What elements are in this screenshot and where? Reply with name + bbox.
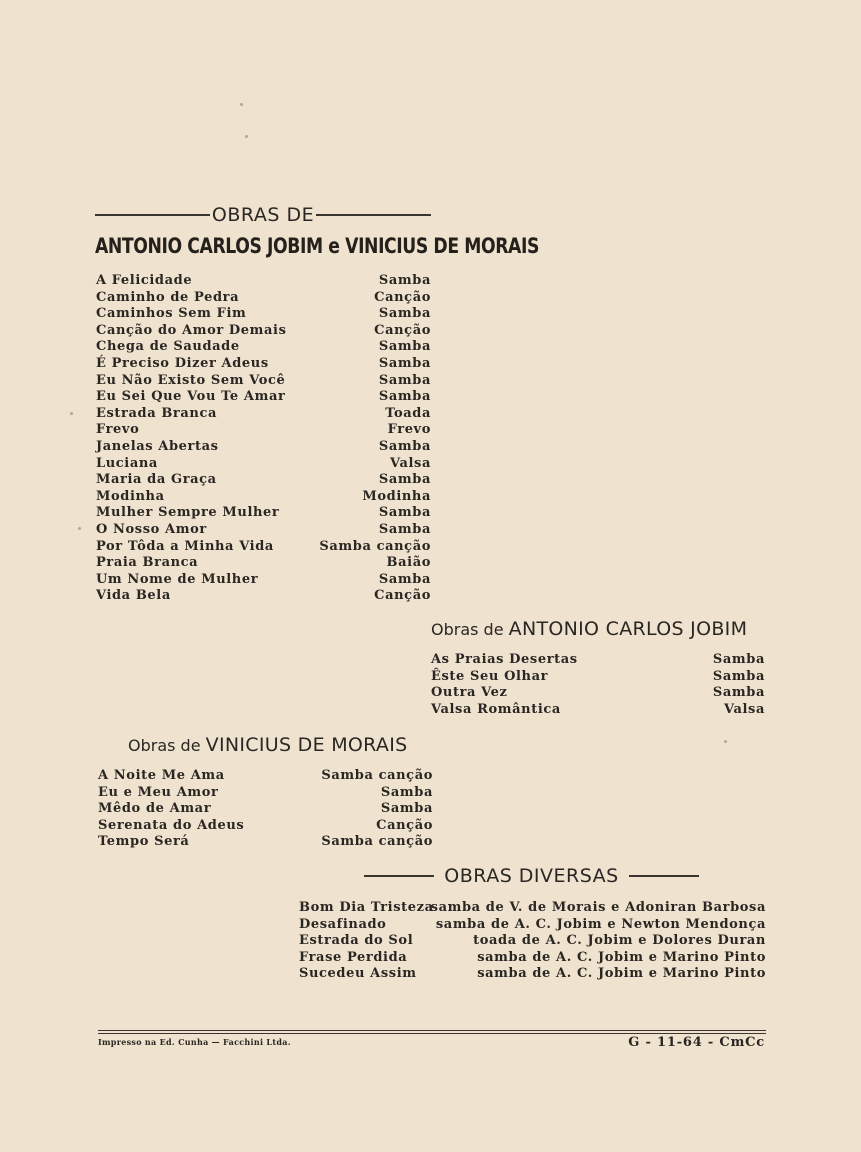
work-genre: Valsa <box>390 455 431 471</box>
work-row <box>96 439 431 456</box>
work-row <box>299 917 766 934</box>
work-title: Eu e Meu Amor <box>98 784 219 800</box>
work-title: Por Tôda a Minha Vida <box>96 538 274 554</box>
paper-speck <box>70 412 73 415</box>
work-title: Tempo Será <box>98 834 190 850</box>
work-credit: samba de V. de Morais e Adoniran Barbosa <box>430 900 766 915</box>
work-credit: samba de A. C. Jobim e Marino Pinto <box>477 966 766 982</box>
work-genre: Samba <box>378 273 431 288</box>
work-row <box>431 702 765 719</box>
work-genre: Samba <box>378 356 431 371</box>
work-genre: Samba <box>378 389 431 405</box>
work-title: Desafinado <box>299 916 387 932</box>
section2-composer: ANTONIO CARLOS JOBIM <box>508 618 748 640</box>
work-title: Frase Perdida <box>299 949 408 965</box>
work-credit: samba de A. C. Jobim e Newton Mendonça <box>435 916 766 932</box>
work-genre: Frevo <box>387 422 431 438</box>
work-genre: Samba canção <box>319 538 431 554</box>
work-title: Canção do Amor Demais <box>96 322 287 338</box>
work-title: Êste Seu Olhar <box>431 668 549 684</box>
work-row <box>96 389 431 406</box>
work-title: Caminho de Pedra <box>96 289 240 305</box>
work-title: Eu Sei Que Vou Te Amar <box>96 389 286 405</box>
work-row <box>299 950 766 967</box>
work-row <box>98 818 433 835</box>
work-row <box>96 472 431 489</box>
heading-rule-left <box>95 214 210 216</box>
work-title: Serenata do Adeus <box>98 817 245 833</box>
work-row <box>96 373 431 390</box>
work-genre: Canção <box>374 322 431 338</box>
section2-prefix: Obras de <box>431 620 504 639</box>
work-genre: Samba canção <box>321 834 433 850</box>
section2-heading <box>431 618 747 640</box>
work-row <box>96 539 431 556</box>
work-title: Estrada Branca <box>96 405 217 421</box>
section1-composers: ANTONIO CARLOS JOBIM e VINICIUS DE MORAIS <box>95 234 539 258</box>
work-genre: Canção <box>374 588 431 604</box>
paper-speck <box>245 135 248 138</box>
work-row <box>96 489 431 506</box>
work-row <box>98 768 433 785</box>
work-row <box>96 555 431 572</box>
work-row <box>431 652 765 669</box>
work-row <box>96 572 431 589</box>
work-row <box>96 356 431 373</box>
work-genre: Toada <box>385 405 431 421</box>
section4-heading-text: OBRAS DIVERSAS <box>444 865 619 887</box>
work-row <box>96 456 431 473</box>
work-genre: Samba <box>378 571 431 587</box>
work-title: Um Nome de Mulher <box>96 571 259 587</box>
work-genre: Samba <box>378 339 431 355</box>
work-row <box>96 273 431 290</box>
paper-speck <box>724 740 727 743</box>
work-title: Janelas Abertas <box>96 439 219 454</box>
work-title: Eu Não Existo Sem Você <box>96 372 286 388</box>
work-genre: Samba <box>380 801 433 817</box>
work-title: Mulher Sempre Mulher <box>96 505 280 521</box>
work-genre: Samba <box>378 306 431 322</box>
work-row <box>96 505 431 522</box>
work-genre: Samba <box>378 372 431 388</box>
work-title: Vida Bela <box>96 588 171 604</box>
work-title: Chega de Saudade <box>96 339 240 355</box>
heading-rule-right <box>629 875 699 877</box>
work-genre: Valsa <box>724 701 765 717</box>
work-title: Estrada do Sol <box>299 933 414 949</box>
work-genre: Samba <box>380 784 433 800</box>
work-credit: toada de A. C. Jobim e Dolores Duran <box>473 933 766 949</box>
work-row <box>96 323 431 340</box>
footer-rule <box>98 1030 766 1034</box>
work-row <box>96 306 431 323</box>
work-genre: Samba <box>378 439 431 454</box>
paper-speck <box>78 527 81 530</box>
work-title: É Preciso Dizer Adeus <box>96 356 269 371</box>
work-row <box>96 406 431 423</box>
heading-rule-left <box>364 875 434 877</box>
work-title: Bom Dia Tristeza <box>299 900 434 915</box>
work-title: Praia Branca <box>96 555 199 571</box>
work-row <box>98 801 433 818</box>
paper-speck <box>240 103 243 106</box>
work-genre: Samba <box>378 505 431 521</box>
work-row <box>98 785 433 802</box>
work-genre: Samba <box>378 472 431 488</box>
section3-prefix: Obras de <box>128 736 201 755</box>
work-row <box>96 422 431 439</box>
work-title: A Felicidade <box>96 273 193 288</box>
work-title: As Praias Desertas <box>431 652 578 667</box>
printer-credit: Impresso na Ed. Cunha — Facchini Ltda. <box>98 1037 291 1047</box>
section3-composer: VINICIUS DE MORAIS <box>205 734 408 756</box>
work-title: Modinha <box>96 488 165 504</box>
work-row <box>431 685 765 702</box>
work-row <box>96 339 431 356</box>
work-genre: Modinha <box>362 488 431 504</box>
catalog-code: G - 11-64 - CmCc <box>628 1035 765 1050</box>
work-row <box>431 669 765 686</box>
section1-heading <box>95 204 431 226</box>
work-row <box>96 522 431 539</box>
work-genre: Samba <box>378 522 431 537</box>
work-title: O Nosso Amor <box>96 522 207 537</box>
heading-rule-right <box>316 214 431 216</box>
work-genre: Canção <box>374 289 431 305</box>
work-title: Sucedeu Assim <box>299 966 417 982</box>
section1-heading-text: OBRAS DE <box>211 204 315 226</box>
work-title: Maria da Graça <box>96 472 217 488</box>
work-genre: Baião <box>386 555 431 571</box>
work-row <box>299 966 766 983</box>
work-title: A Noite Me Ama <box>98 768 225 783</box>
work-title: Frevo <box>96 422 140 438</box>
section3-heading <box>128 734 407 756</box>
section4-heading <box>364 865 699 887</box>
work-title: Valsa Romântica <box>431 701 561 717</box>
work-genre: Samba canção <box>321 768 433 783</box>
work-genre: Samba <box>712 652 765 667</box>
work-row <box>96 290 431 307</box>
work-row <box>299 933 766 950</box>
work-title: Outra Vez <box>431 685 508 701</box>
work-title: Mêdo de Amar <box>98 801 212 817</box>
work-genre: Samba <box>712 685 765 701</box>
work-genre: Samba <box>712 668 765 684</box>
work-title: Luciana <box>96 455 158 471</box>
work-row <box>98 834 433 851</box>
work-row <box>299 900 766 917</box>
work-credit: samba de A. C. Jobim e Marino Pinto <box>477 949 766 965</box>
work-genre: Canção <box>376 817 433 833</box>
work-title: Caminhos Sem Fim <box>96 306 247 322</box>
work-row <box>96 588 431 605</box>
